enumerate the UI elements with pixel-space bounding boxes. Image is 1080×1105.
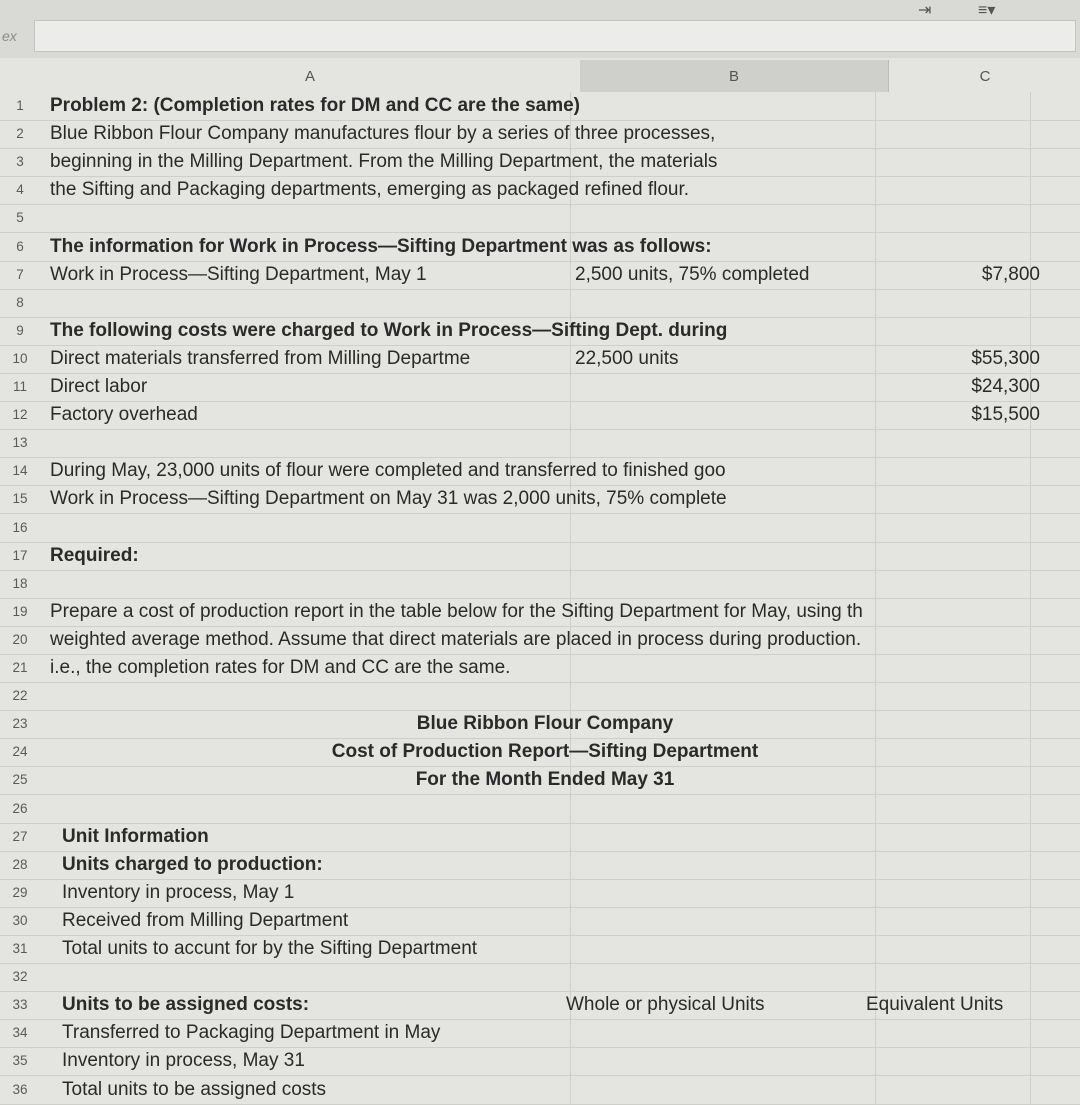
cell-a[interactable]: Inventory in process, May 1 bbox=[62, 881, 295, 903]
row-number[interactable]: 20 bbox=[12, 631, 28, 647]
row-number[interactable]: 35 bbox=[12, 1053, 28, 1069]
cell-c[interactable]: $15,500 bbox=[971, 404, 1040, 426]
sheet-row[interactable] bbox=[0, 823, 1080, 852]
row-number[interactable]: 25 bbox=[12, 772, 28, 788]
cell-a[interactable]: Inventory in process, May 31 bbox=[62, 1050, 305, 1072]
row-number[interactable]: 1 bbox=[16, 98, 24, 113]
row-number[interactable]: 11 bbox=[12, 379, 27, 394]
sheet-row[interactable] bbox=[0, 176, 1080, 205]
row-number[interactable]: 13 bbox=[12, 435, 28, 451]
row-number[interactable]: 10 bbox=[12, 350, 28, 366]
cell-c[interactable]: $24,300 bbox=[971, 376, 1040, 397]
cell-a[interactable]: Blue Ribbon Flour Company manufactures flour by a series of three processes, bbox=[50, 123, 716, 145]
sheet-row[interactable] bbox=[0, 626, 1080, 655]
align-icon[interactable]: ≡▾ bbox=[978, 2, 996, 19]
sheet-row[interactable] bbox=[0, 598, 1080, 627]
cell-a[interactable]: beginning in the Milling Department. From the Milling Department, the materials bbox=[50, 151, 718, 173]
row-number[interactable]: 24 bbox=[12, 744, 28, 760]
column-header-c[interactable]: C bbox=[888, 60, 1080, 92]
row-number[interactable]: 16 bbox=[12, 519, 28, 535]
cell-a[interactable]: Work in Process—Sifting Department on May 31 was 2,000 units, 75% complete bbox=[50, 488, 727, 510]
row-number[interactable]: 29 bbox=[12, 884, 28, 900]
report-heading[interactable]: Cost of Production Report—Sifting Department bbox=[331, 741, 759, 763]
row-number[interactable]: 6 bbox=[16, 238, 24, 254]
cell-a[interactable]: Unit Information bbox=[62, 825, 209, 847]
cell-a[interactable]: Units to be assigned costs: bbox=[62, 994, 310, 1016]
sheet-row[interactable] bbox=[0, 373, 1080, 402]
cell-a[interactable]: Total units to be assigned costs bbox=[62, 1078, 327, 1100]
sheet-row[interactable] bbox=[0, 907, 1080, 936]
sheet-row[interactable] bbox=[0, 710, 1080, 739]
cell-a[interactable]: Factory overhead bbox=[50, 404, 198, 426]
sheet-row[interactable] bbox=[0, 1019, 1080, 1048]
sheet-row[interactable] bbox=[0, 1047, 1080, 1076]
cell-a[interactable]: The information for Work in Process—Sifting Department was as follows: bbox=[50, 235, 712, 257]
cell-c[interactable]: $55,300 bbox=[971, 347, 1040, 369]
cell-a[interactable]: i.e., the completion rates for DM and CC are the same. bbox=[50, 657, 511, 678]
row-number[interactable]: 27 bbox=[12, 828, 28, 844]
row-number[interactable]: 30 bbox=[12, 912, 28, 928]
row-number[interactable]: 4 bbox=[16, 182, 24, 198]
row-number[interactable]: 31 bbox=[12, 941, 28, 956]
cell-c[interactable]: Equivalent Units bbox=[866, 994, 1004, 1016]
sheet-row[interactable] bbox=[0, 654, 1080, 683]
row-number[interactable]: 33 bbox=[12, 997, 28, 1013]
row-number[interactable]: 28 bbox=[12, 856, 28, 872]
cell-a[interactable]: Required: bbox=[50, 544, 139, 566]
sheet-row[interactable] bbox=[0, 1076, 1080, 1105]
column-header-a[interactable]: A bbox=[40, 60, 580, 92]
cell-b[interactable]: 22,500 units bbox=[575, 347, 679, 369]
name-box[interactable]: ex bbox=[2, 28, 17, 44]
row-number[interactable]: 26 bbox=[12, 800, 28, 816]
row-number[interactable]: 21 bbox=[12, 660, 28, 675]
sheet-row[interactable] bbox=[0, 514, 1080, 543]
sheet-row[interactable] bbox=[0, 795, 1080, 824]
sheet-row[interactable] bbox=[0, 851, 1080, 880]
sheet-row[interactable] bbox=[0, 963, 1080, 992]
row-number[interactable]: 2 bbox=[16, 126, 24, 142]
cell-a[interactable]: Problem 2: (Completion rates for DM and CC are the same) bbox=[50, 95, 580, 116]
row-number[interactable]: 12 bbox=[12, 407, 28, 423]
row-number[interactable]: 18 bbox=[12, 575, 28, 591]
cell-a[interactable]: The following costs were charged to Work in Process—Sifting Dept. during bbox=[50, 319, 728, 341]
sheet-row[interactable] bbox=[0, 485, 1080, 514]
row-number[interactable]: 36 bbox=[12, 1081, 28, 1097]
sheet-row[interactable] bbox=[0, 738, 1080, 767]
cell-a[interactable]: weighted average method. Assume that direct materials are placed in process during production. bbox=[50, 628, 862, 650]
sheet-row[interactable] bbox=[0, 401, 1080, 430]
sheet-row[interactable] bbox=[0, 204, 1080, 233]
toolbar bbox=[0, 0, 1080, 58]
cell-a[interactable]: Direct materials transferred from Milling Departme bbox=[50, 347, 471, 369]
sheet-row[interactable] bbox=[0, 935, 1080, 964]
row-number[interactable]: 15 bbox=[12, 491, 28, 507]
row-number[interactable]: 19 bbox=[12, 603, 28, 619]
row-number[interactable]: 14 bbox=[12, 463, 28, 479]
row-number[interactable]: 32 bbox=[12, 969, 28, 985]
sheet-row[interactable] bbox=[0, 766, 1080, 795]
sheet-row[interactable] bbox=[0, 879, 1080, 908]
cell-b[interactable]: 2,500 units, 75% completed bbox=[575, 263, 810, 285]
sheet-row[interactable] bbox=[0, 542, 1080, 571]
cell-a[interactable]: Work in Process—Sifting Department, May 1 bbox=[50, 263, 427, 285]
row-number[interactable]: 23 bbox=[12, 716, 28, 732]
sheet-row[interactable] bbox=[0, 289, 1080, 318]
sheet-row[interactable] bbox=[0, 92, 1080, 121]
sheet-row[interactable] bbox=[0, 429, 1080, 458]
report-heading[interactable]: For the Month Ended May 31 bbox=[415, 769, 675, 791]
row-number[interactable]: 22 bbox=[12, 688, 28, 704]
sheet-row[interactable] bbox=[0, 682, 1080, 711]
formula-bar[interactable] bbox=[34, 20, 1076, 52]
row-number[interactable]: 5 bbox=[16, 210, 24, 226]
cell-a[interactable]: Units charged to production: bbox=[62, 853, 323, 875]
sheet-row[interactable] bbox=[0, 570, 1080, 599]
row-number[interactable]: 8 bbox=[16, 294, 24, 310]
row-number[interactable]: 7 bbox=[16, 266, 24, 282]
cell-b[interactable]: Whole or physical Units bbox=[566, 994, 765, 1016]
sheet-row[interactable] bbox=[0, 261, 1080, 290]
sheet-row[interactable] bbox=[0, 317, 1080, 346]
cell-c[interactable]: $7,800 bbox=[981, 263, 1040, 285]
row-number[interactable]: 9 bbox=[16, 322, 24, 338]
cell-a[interactable]: Direct labor bbox=[50, 376, 148, 397]
cell-a[interactable]: During May, 23,000 units of flour were completed and transferred to finished goo bbox=[50, 460, 726, 482]
sheet-row[interactable] bbox=[0, 233, 1080, 262]
row-number[interactable]: 34 bbox=[12, 1025, 28, 1041]
sheet-row[interactable] bbox=[0, 120, 1080, 149]
cell-a[interactable]: Prepare a cost of production report in the table below for the Sifting Department for May, using th bbox=[50, 600, 863, 622]
report-heading[interactable]: Blue Ribbon Flour Company bbox=[416, 713, 674, 735]
wrap-text-icon[interactable]: ⇥ bbox=[918, 2, 932, 19]
cell-a[interactable]: the Sifting and Packaging departments, emerging as packaged refined flour. bbox=[50, 179, 690, 201]
cell-a[interactable]: Received from Milling Department bbox=[62, 909, 349, 931]
row-number[interactable]: 17 bbox=[12, 547, 28, 563]
sheet-row[interactable] bbox=[0, 457, 1080, 486]
sheet-row[interactable] bbox=[0, 991, 1080, 1020]
sheet-row[interactable] bbox=[0, 148, 1080, 177]
row-number[interactable]: 3 bbox=[16, 154, 24, 170]
cell-a[interactable]: Total units to accunt for by the Sifting Department bbox=[62, 938, 478, 959]
sheet-row[interactable] bbox=[0, 345, 1080, 374]
cell-a[interactable]: Transferred to Packaging Department in May bbox=[62, 1022, 441, 1044]
column-header-b[interactable]: B bbox=[580, 60, 888, 92]
